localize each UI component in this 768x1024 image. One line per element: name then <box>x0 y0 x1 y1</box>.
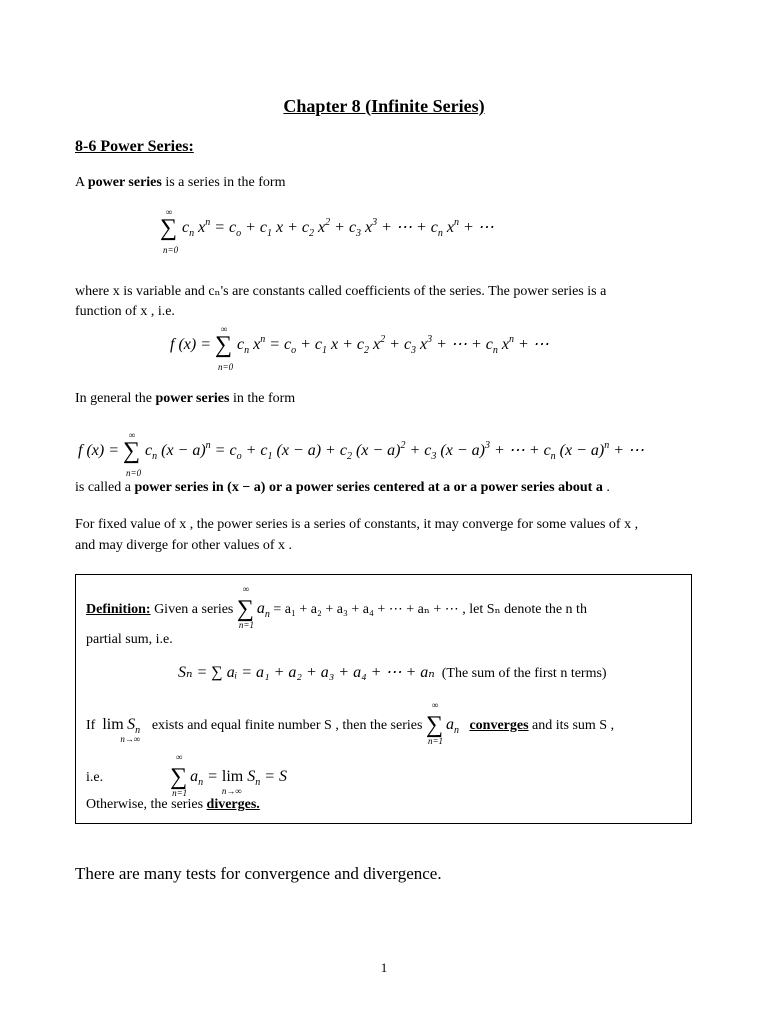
converges-term: converges <box>469 718 529 733</box>
page-title: Chapter 8 (Infinite Series) <box>283 96 485 116</box>
coefficients-paragraph-line1: where x is variable and cₙ's are constants called coefficients of the series. The power series is a <box>75 284 607 299</box>
definition-line1: Definition: Given a series ∞ ∑ n=1 $a_n = a_1 + a_2 + a_3 + a_4$ + ⋯ + aₙ + ⋯ , let Sₙ denote the n th <box>86 584 587 630</box>
closing-statement: There are many tests for convergence and divergence. <box>75 864 442 883</box>
function-equation: f (x) = ∞ ∑ n=0 $c_n$ $x^n = c_o + c_1$ $x + c_2$ $x^2 + c_3$ $x^3$ + ⋯ + $c_n$ $x^n$ + ⋯ <box>170 324 549 372</box>
general-power-series-equation: f (x) = ∞ ∑ n=0 $c_n$ $(x - a)^n = c_o + c_1$ $(x - a) + c_2$ $(x - a)^2 + c_3$ $(x - a)^3$ + ⋯ + $c_n$ $(x - a)^n$ + ⋯ <box>78 430 645 478</box>
convergence-paragraph-line2: and may diverge for other values of x . <box>75 538 293 553</box>
convergence-paragraph-line1: For fixed value of x , the power series is a series of constants, it may converge for some values of x , <box>75 517 639 532</box>
diverges-term: diverges. <box>206 797 260 812</box>
centered-paragraph: is called a power series in (x − a) or a power series centered at a or a power series about a . <box>75 480 610 495</box>
power-series-equation: ∞ ∑ n=0 $c_n$ $x^n = c_o + c_1$ $x + c_2$ $x^2 + c_3$ $x^3$ + ⋯ + $c_n$ $x^n$ + ⋯ <box>160 207 494 255</box>
definition-sn-equation: Sₙ = ∑ aᵢ = a₁ + a₂ + a₃ + a₄ + ⋯ + aₙ (The sum of the first n terms) <box>178 664 607 681</box>
definition-label: Definition: <box>86 602 151 617</box>
section-heading: 8-6 Power Series: <box>75 138 194 155</box>
definition-otherwise: Otherwise, the series diverges. <box>86 797 260 812</box>
coefficients-paragraph-line2: function of x , i.e. <box>75 304 175 319</box>
general-paragraph: In general the power series in the form <box>75 391 296 406</box>
definition-ie-line: i.e. ∞ ∑ n=1 $a_n = \lim$ n→∞ $S_n = S$ <box>86 752 288 798</box>
definition-if-line: If $\lim S_n$ n→∞ exists and equal finite number S , then the series ∞ ∑ n=1 $a_n$ converges and its sum S , <box>86 700 615 746</box>
definition-partial-sum: partial sum, i.e. <box>86 632 173 647</box>
intro-paragraph: A power series is a series in the form <box>75 175 286 190</box>
page-number: 1 <box>380 960 388 975</box>
